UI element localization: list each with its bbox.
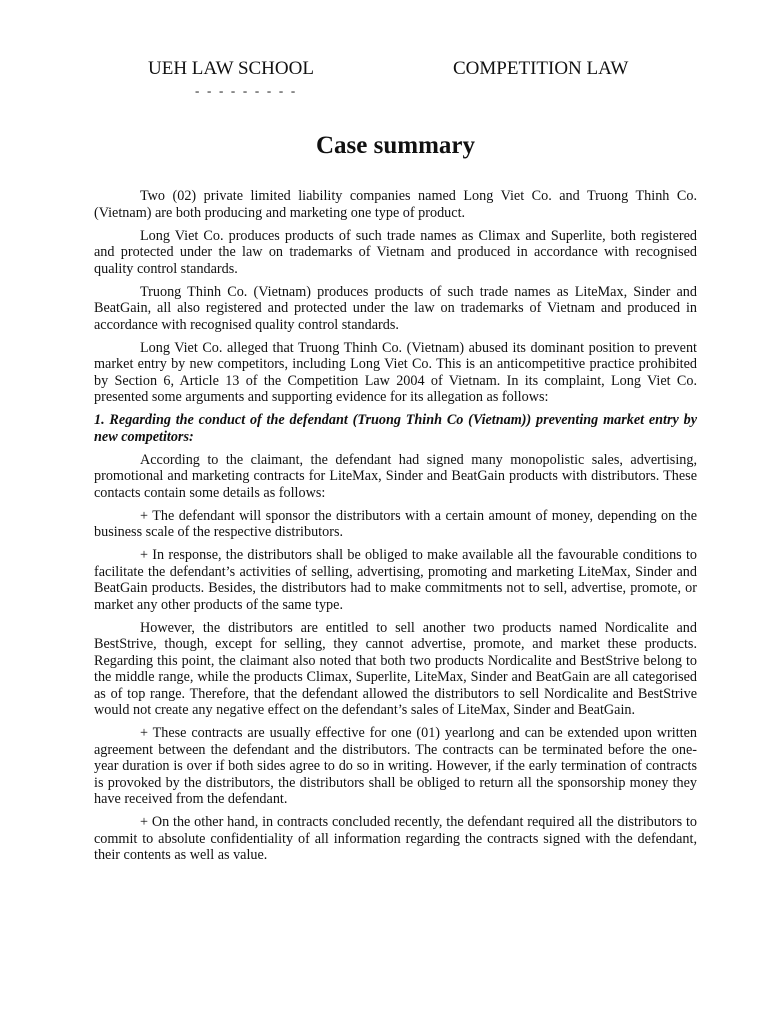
paragraph-allegation: Long Viet Co. alleged that Truong Thinh Co. (Vietnam) abused its dominant position to prevent market entry by new competitors, including Long Viet Co. This is an anticompetitive practice prohibited by Section 6, Article 13 of the Competition Law 2004 of Vietnam. In its complaint, Long Viet Co. presented some arguments and supporting evidence for its allegation as follows: (94, 339, 697, 405)
paragraph-duration: + These contracts are usually effective for one (01) yearlong and can be extended upon written agreement between the defendant and the distributors. The contracts can be terminated before the one-year duration is over if both sides agree to do so in writing. However, if the early termination of contracts is provoked by the distributors, the distributors shall be obliged to return all the sponsorship money they have received from the defendant. (94, 725, 697, 807)
document-body (94, 188, 697, 870)
paragraph-intro: Two (02) private limited liability companies named Long Viet Co. and Truong Thinh Co. (Vietnam) are both producing and marketing one type of product. (94, 188, 697, 221)
paragraph-truong-thinh: Truong Thinh Co. (Vietnam) produces products of such trade names as LiteMax, Sinder and BeatGain, all also registered and protected under the law on trademarks of Vietnam and produced in accordance with recognised quality control standards. (94, 283, 697, 333)
paragraph-long-viet: Long Viet Co. produces products of such trade names as Climax and Superlite, both registered and protected under the law on trademarks of Vietnam and produced in accordance with recognised quality control standards. (94, 227, 697, 277)
section-heading: 1. Regarding the conduct of the defendant (Truong Thinh Co (Vietnam)) preventing market entry by new competitors: (94, 412, 697, 445)
paragraph-claimant: According to the claimant, the defendant had signed many monopolistic sales, advertising, promotional and marketing contracts for LiteMax, Sinder and BeatGain products with distributors. These contacts contain some details as follows: (94, 451, 697, 501)
header-divider: - - - - - - - - - (195, 83, 298, 98)
page-header (94, 58, 697, 82)
course-name: COMPETITION LAW (453, 58, 629, 79)
document-title: Case summary (315, 132, 475, 159)
paragraph-obligations: + In response, the distributors shall be obliged to make available all the favourable conditions to facilitate the defendant’s activities of selling, advertising, promoting and marketing LiteMax, Sinder and BeatGain products. Besides, the distributors had to make commitments not to sell, advertise, promote, or market any other products of the same type. (94, 547, 697, 613)
school-name: UEH LAW SCHOOL (148, 58, 314, 79)
paragraph-sponsorship: + The defendant will sponsor the distributors with a certain amount of money, depending on the business scale of the respective distributors. (94, 507, 697, 540)
paragraph-exceptions: However, the distributors are entitled to sell another two products named Nordicalite and BestStrive, though, except for selling, they cannot advertise, promote, and market these products. Regarding this point, the claimant also noted that both two products Nordicalite and BestStrive belong to the middle range, while the products Climax, Superlite, LiteMax, Sinder and BeatGain are all categorised as of top range. Therefore, that the defendant allowed the distributors to sell Nordicalite and BestStrive would not create any negative effect on the defendant’s sales of LiteMax, Sinder and BeatGain. (94, 619, 697, 718)
paragraph-confidentiality: + On the other hand, in contracts concluded recently, the defendant required all the distributors to commit to absolute confidentiality of all information regarding the contracts signed with the defendant, their contents as well as value. (94, 814, 697, 863)
